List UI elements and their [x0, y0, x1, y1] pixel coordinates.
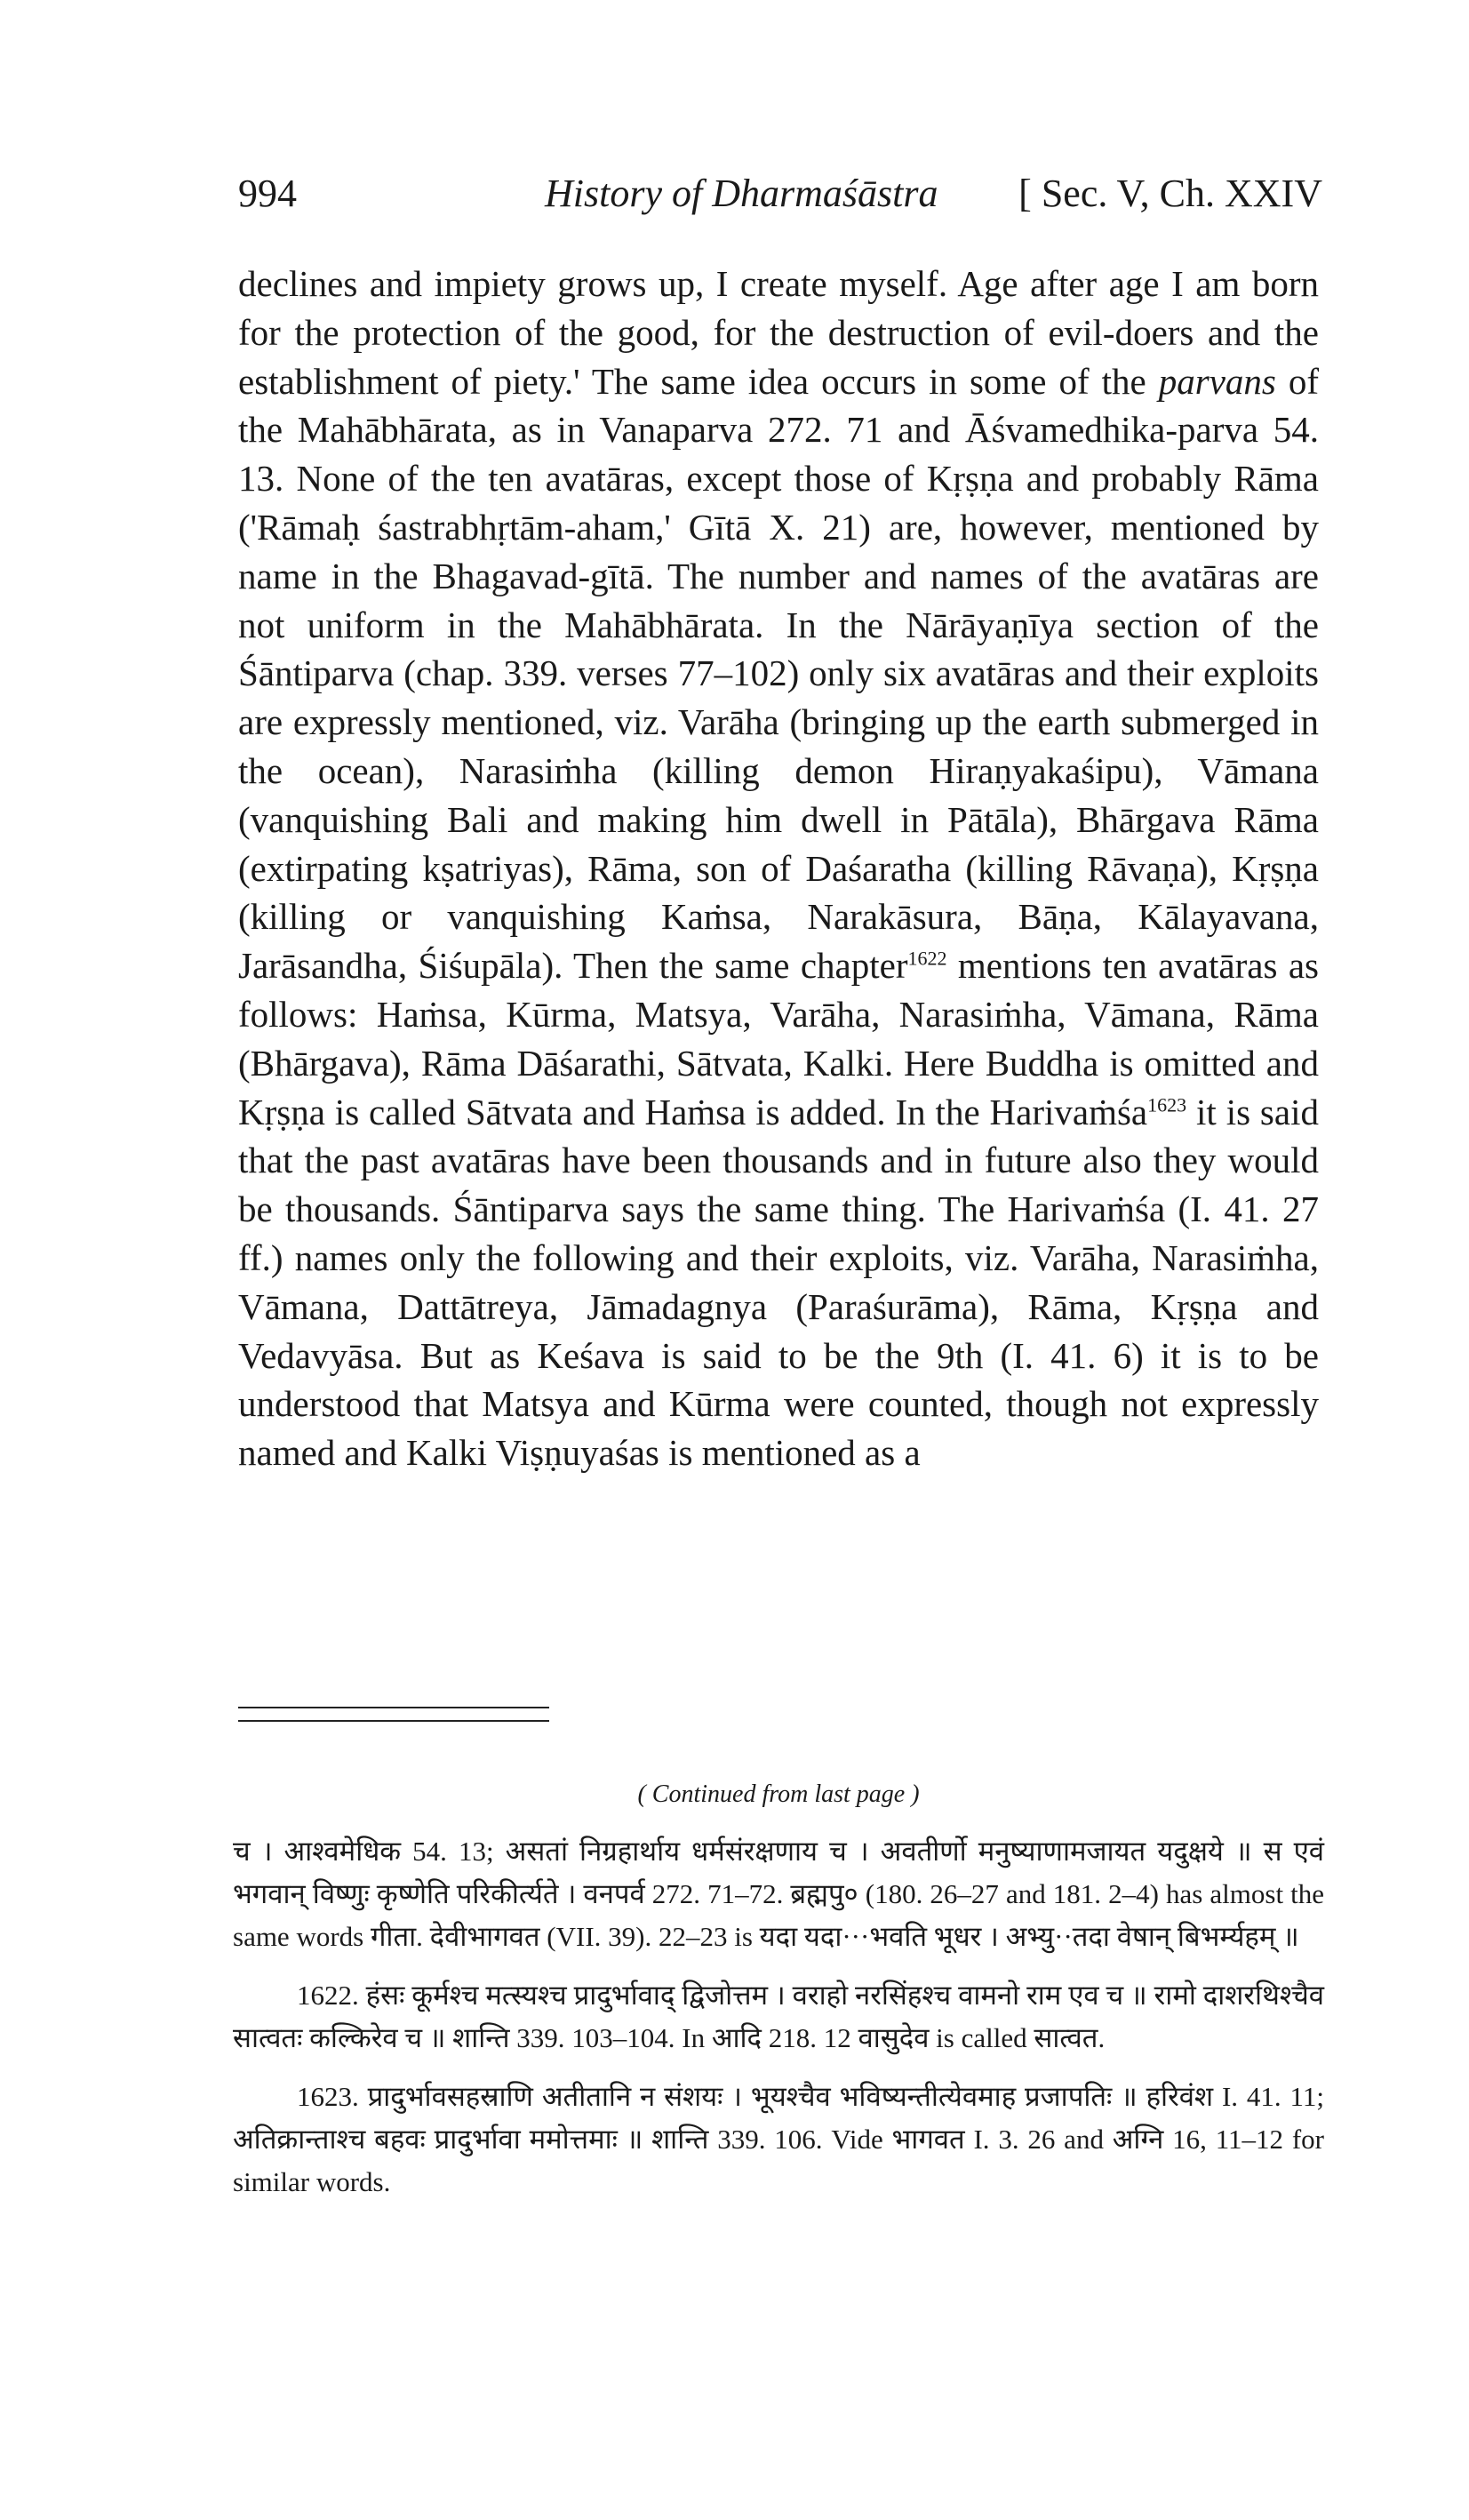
footnote-1623-text: प्रादुर्भावसहस्राणि अतीतानि न संशयः । भूयश्चैव भविष्यन्तीत्येवमाह प्रजापतिः ॥ हरिवंश I. 41. 11; अतिक्रान्ताश्च बहवः प्रादुर्भावा ममोत्तमाः ॥ शान्ति 339. 106. Vide भागवत I. 3. 26 and अग्नि 16, 11–12 for similar words. [233, 2081, 1324, 2197]
continued-caption: ( Continued from last page ) [637, 1780, 920, 1808]
footnote-1622-text: हंसः कूर्मश्च मत्स्यश्च प्रादुर्भावाद् द्विजोत्तम । वराहो नरसिंहश्च वामनो राम एव च ॥ रामो दाशरथिश्चैव सात्वतः कल्किरेव च ॥ शान्ति 339. 103–104. In आदि 218. 12 वासुदेव is called सात्वत. [233, 1980, 1324, 2053]
footnote-1623-number: 1623. [297, 2081, 359, 2112]
footnote-1623 [233, 2076, 1324, 2204]
footnotes [233, 1773, 1324, 2220]
footnote-ref-1622: 1622 [907, 947, 947, 970]
footnote-separator-bottom [238, 1720, 549, 1722]
footnote-1622-number: 1622. [297, 1980, 359, 2011]
main-text-part-2: of the Mahābhārata, as in Vanaparva 272. 71 and Āśvamedhika-parva 54. 13. None of the ten avatāras, except those of Kṛṣṇa and probably Rāma ('Rāmaḥ śastrabhṛtām-aham,' Gītā X. 21) are, however, mentioned by name in the Bhagavad-gītā. The number and names of the avatāras are not uniform in the Mahābhārata. In the Nārāyaṇīya section of the Śāntiparva (chap. 339. verses 77–102) only six avatāras and their exploits are expressly mentioned, viz. Varāha (bringing up the earth submerged in the ocean), Narasiṁha (killing demon Hiraṇyakaśipu), Vāmana (vanquishing Bali and making him dwell in Pātāla), Bhārgava Rāma (extirpating kṣatriyas), Rāma, son of Daśaratha (killing Rāvaṇa), Kṛṣṇa (killing or vanquishing Kaṁsa, Narakāsura, Bāṇa, Kālayavana, Jarāsandha, Śiśupāla). Then the same chapter [238, 360, 1320, 987]
italic-term-parvans: parvans [1158, 360, 1276, 402]
footnote-1622 [233, 1974, 1324, 2060]
footnote-ref-1623: 1623 [1147, 1092, 1187, 1116]
footnote-continued-text: च । आश्वमेधिक 54. 13; असतां निग्रहार्थाय धर्मसंरक्षणाय च । अवतीर्णो मनुष्याणामजायत यदुक्षये ॥ स एवं भगवान् विष्णुः कृष्णेति परिकीर्त्यते । वनपर्व 272. 71–72. ब्रह्मपु० (180. 26–27 and 181. 2–4) has almost the same words गीता. देवीभागवत (VII. 39). 22–23 is यदा यदा···भवति भूधर । अभ्यु··तदा वेषान् बिभर्म्यहम् ॥ [233, 1836, 1324, 1952]
main-text-part-3: mentions ten avatāras as follows: Haṁsa, Kūrma, Matsya, Varāha, Narasiṁha, Vāmana, Rāma (Bhārgava), Rāma Dāśarathi, Sātvata, Kalki. Here Buddha is omitted and Kṛṣṇa is called Sātvata and Haṁsa is added. In the Harivaṁśa [238, 945, 1319, 1132]
running-title: History of Dharmaśāstra [545, 172, 938, 215]
section-reference: [ Sec. V, Ch. XXIV [1018, 172, 1322, 215]
running-head [238, 167, 1322, 220]
main-text-part-1: declines and impiety grows up, I create myself. Age after age I am born for the protection of the good, for the destruction of evil-doers and the establishment of piety.' The same idea occurs in some of the [238, 263, 1319, 402]
footnote-separator-top [238, 1707, 549, 1708]
main-text-part-4: it is said that the past avatāras have been thousands and in future also they would be thousands. Śāntiparva says the same thing. The Harivaṁśa (I. 41. 27 ff.) names only the following and their exploits, viz. Varāha, Narasiṁha, Vāmana, Dattātreya, Jāmadagnya (Paraśurāma), Rāma, Kṛṣṇa and Vedavyāsa. But as Keśava is said to be the 9th (I. 41. 6) it is to be understood that Matsya and Kūrma were counted, though not expressly named and Kalki Viṣṇuyaśas is mentioned as a [238, 1091, 1319, 1474]
page-number: 994 [238, 172, 297, 215]
main-text [238, 260, 1319, 1477]
